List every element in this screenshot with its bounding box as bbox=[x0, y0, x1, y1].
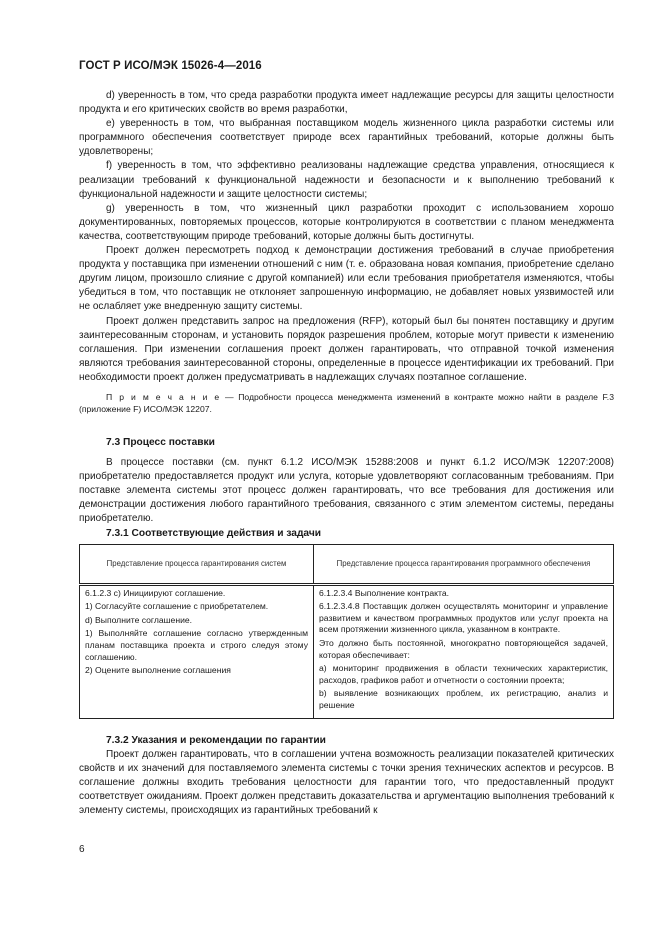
process-table bbox=[79, 544, 614, 719]
page-header-title: ГОСТ Р ИСО/МЭК 15026-4—2016 bbox=[79, 60, 262, 72]
note bbox=[79, 391, 614, 416]
paragraph-review-approach: Проект должен пересмотреть подход к демонстрации достижения требований в случае приобретения продукта у поставщика при изменении отношений с ним (т. е. образована новая компания, приобретение сделано другим лицом, произошло слияние с другой компанией) или если требования приобретателя изменяются, чтобы убедиться в том, что поставщик не отклоняет запрошенную информацию, не добавляет новых уязвимостей или не ослабляет уже внедренную защиту системы. bbox=[79, 245, 614, 313]
section-7-3-2-title: 7.3.2 Указания и рекомендации по гарантии bbox=[106, 734, 326, 746]
section-7-3-1-title: 7.3.1 Соответствующие действия и задачи bbox=[106, 527, 322, 539]
table-cell-software bbox=[314, 584, 614, 718]
table-cell-systems bbox=[80, 584, 314, 718]
table-right-line: Это должно быть постоянной, многократно повторяющейся задачей, которая обеспечивает: bbox=[319, 638, 608, 660]
paragraph-rfp: Проект должен представить запрос на предложения (RFP), который был бы понятен поставщику и другим заинтересованным сторонам, и установить порядок разрешения проблем, которые могут привести к изменению соглашения. При изменении соглашения проект должен гарантировать, что отправной точкой изменения являются требования заинтересованной стороны, определенные в процессе идентификации их требований. При необходимости проект должен предусматривать в надлежащих случаях поэтапное соглашение. bbox=[79, 315, 614, 383]
table-right-line: a) мониторинг продвижения в области технических характеристик, расходов, графиков работ и отчетности о состоянии проекта; bbox=[319, 663, 608, 685]
table-left-line: 1) Выполняйте соглашение согласно утвержденным планам поставщика проекта и строго следуя этому соглашению. bbox=[85, 628, 308, 662]
table-left-line: d) Выполните соглашение. bbox=[85, 614, 193, 625]
table-left-line: 2) Оцените выполнение соглашения bbox=[85, 665, 231, 676]
table-right-line: b) выявление возникающих проблем, их регистрацию, анализ и решение bbox=[319, 688, 608, 710]
note-text: — Подробности процесса менеджмента изменений в контракте можно найти в разделе F.3 (приложение F) ИСО/МЭК 12207. bbox=[79, 391, 614, 415]
section-7-3-title: 7.3 Процесс поставки bbox=[106, 436, 215, 448]
note-label: П р и м е ч а н и е bbox=[106, 391, 221, 402]
table-right-line: 6.1.2.3.4 Выполнение контракта. bbox=[319, 587, 449, 598]
table-right-line: 6.1.2.3.4.8 Поставщик должен осуществлять мониторинг и управление развитием и качеством программных продуктов или услуг проекта на всем протяжении жизненного цикла, указанном в контракте. bbox=[319, 601, 608, 635]
section-7-3-2-text: Проект должен гарантировать, что в соглашении учтена возможность реализации показателей критических свойств и их значений для поставляемого элемента системы с точки зрения технических аспектов и ресурсов. В соглашение должны входить требования целостности для гарантии того, что предоставленный продукт соответствует ожиданиям. Проект должен представить доказательства и аргументацию выполнения требований к элементу системы, происходящих из гарантийных требований к bbox=[79, 748, 614, 817]
page-number: 6 bbox=[79, 844, 85, 855]
table-left-line: 6.1.2.3 c) Инициируют соглашение. bbox=[85, 587, 226, 598]
table-header-software: Представление процесса гарантирования программного обеспечения bbox=[314, 544, 614, 584]
paragraph-g: g) уверенность в том, что жизненный цикл разработки проходит с использованием хорошо документированных, повторяемых процессов, которые контролируются в соответствии с планом менеджмента качества, соответствующим природе требований, которые должны быть достигнуты. bbox=[79, 202, 614, 242]
paragraph-f: f) уверенность в том, что эффективно реализованы надлежащие средства управления, относящиеся к реализации требований к функциональной надежности и безопасности и к выполнению требований к функциональной надежности и защите целостности системы; bbox=[79, 160, 614, 200]
paragraph-d: d) уверенность в том, что среда разработки продукта имеет надлежащие ресурсы для защиты целостности продукта и его критических свойств во время разработки, bbox=[79, 90, 614, 116]
table-header-systems: Представление процесса гарантирования систем bbox=[80, 544, 314, 584]
section-7-3-text: В процессе поставки (см. пункт 6.1.2 ИСО/МЭК 15288:2008 и пункт 6.1.2 ИСО/МЭК 12207:2008) приобретателю предоставляется продукт или услуга, которые удовлетворяют согласованным требованиям. При поставке элемента системы этот процесс должен гарантировать, что все требования для достижения или демонстрации достижения любого гарантийного требования, связанного с этим элементом системы, переданы приобретателю. bbox=[79, 457, 614, 525]
document-body bbox=[79, 89, 614, 818]
paragraph-e: e) уверенность в том, что выбранная поставщиком модель жизненного цикла разработки системы или программного обеспечения соответствует природе всех гарантийных требований, которые должны быть удовлетворены; bbox=[79, 118, 614, 158]
table-left-line: 1) Согласуйте соглашение с приобретателем. bbox=[85, 601, 269, 612]
